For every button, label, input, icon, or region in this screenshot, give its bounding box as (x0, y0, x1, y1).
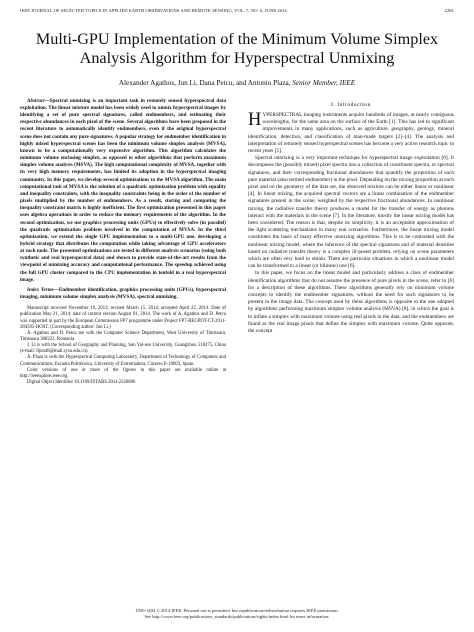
footnote-doi: Digital Object Identifier 10.1109/JSTARS.2014.2320896 (27, 380, 136, 386)
author-membership: Senior Member, IEEE (292, 78, 356, 87)
intro-paragraph-1-text: YPERSPECTRAL imaging instruments acquire hundreds of images, at nearly contiguous wavelengths, for the same area on the surface of the Earth [1]. This has led to significant improvements in many applications, such as agriculture, geography, geology, mineral identification, detection, and classification of man-made targets [2]–[4]. The analysis and interpretation of remotely sensed hyperspectral scenes has become a very active research topic in recent years [5]. (248, 112, 454, 155)
right-column (248, 98, 454, 386)
page-number: 2281 (444, 8, 454, 13)
copyright-line-1: 1939-1404 © 2014 IEEE. Personal use is permitted, but republication/redistribution requires IEEE permission. (135, 608, 339, 613)
index-terms-label: Index Terms (27, 286, 54, 293)
copyright-line-2: See http://www.ieee.org/publications_standards/publications/rights/index.html for more information. (144, 614, 330, 619)
left-column (20, 98, 226, 386)
two-column-body (20, 98, 454, 386)
intro-paragraph-1 (248, 112, 454, 155)
running-header (20, 8, 454, 16)
index-terms-text: —Endmember identification, graphics processing units (GPUs), hyperspectral imaging, minimum volume simplex analysis (MVSA), spectral unmixing. (20, 286, 226, 301)
footnote-received: Manuscript received November 19, 2013; revised March 15, 2014; accepted April 22, 2014. Date of publication May 21, 2014; date of current version August 01, 2014. The work of A. Agathos and D. Petcu was supported in part by the European Commission FP7 programme under Project FP7-REGPOT-CT-2011-284595-HOST. (Corresponding author: Jun Li.) (20, 306, 226, 330)
abstract-label: Abstract (27, 97, 45, 104)
footnote-color-versions: Color versions of one or more of the figures in this paper are available online at http://ieeexplore.ieee.org. (20, 367, 226, 379)
abstract (20, 98, 226, 284)
footnote-affiliation-1: A. Agathos and D. Petcu are with the Computer Science Department, West University of Timisoara, Timisoara 300223, Romania. (20, 330, 226, 342)
intro-paragraph-3: In this paper, we focus on the linear model and particularly address a class of endmember identification algorithms that do not assume the presence of pure pixels in the scene, refer to [6] for a description of these algorithms. These algorithms generally rely on minimum volume concepts to identify the endmember signatures, without the need for such signatures to be present in the image data. The concept used by these algorithms is opposite to the one adopted by algorithms performing maximum simplex volume analysis (MSVA) [8], in which the goal is to inflate a simplex with maximum volume using real pixels in the data, and the endmembers are found as the real image pixels that define the simplex with maximum volume. Quite opposite, the concept (248, 270, 454, 335)
author-names: Alexander Agathos, Jun Li, Dana Petcu, and Antonio Plaza, (118, 78, 291, 87)
abstract-text: —Spectral unmixing is an important task in remotely sensed hyperspectral data exploitation. The linear mixture model has been widely used to unmix hyperspectral images by identifying a set of pure spectral signatures, called endmembers, and estimating their respective abundances in each pixel of the scene. Several algorithms have been proposed in the recent literature to automatically identify endmembers, even if the original hyperspectral scene does not contain any pure signatures. A popular strategy for endmember identification in highly mixed hyperspectral scenes has been the minimum volume simplex analysis (MVSA), known to be a computationally very expensive algorithm. This algorithm calculates the minimum volume enclosing simplex, as opposed to other algorithms that perform maximum simplex volume analysis (MSVA). The high computational complexity of MVSA, together with its very high memory requirements, has limited its adoption in the hyperspectral imaging community. In this paper, we develop several optimizations to the MVSA algorithm. The main computational task of MVSA is the solution of a quadratic optimization problem with equality and inequality constraints, with the inequality constraints being in the order of the number of pixels multiplied by the number of endmembers. As a result, storing and computing the inequality constraint matrix is highly inefficient. The first optimization presented in this paper uses algebra operations in order to reduce the memory requirements of the algorithm. In the second optimization, we use graphics processing units (GPUs) to effectively solve (in parallel) the quadratic optimization problem involved in the computation of MVSA. In the third optimization, we extend the single GPU implementation to a multi-GPU one, developing a hybrid strategy that distributes the computation while taking advantage of GPU accelerators at each node. The presented optimizations are tested in different analysis scenarios (using both synthetic and real hyperspectral data) and shown to provide state-of-the-art results from the viewpoint of unmixing accuracy and computational performance. The speedup achieved using the full GPU cluster compared to the CPU implementation in tenfold in a real hyperspectral image. (20, 97, 226, 283)
index-terms (20, 287, 226, 301)
author-line (20, 79, 454, 87)
paper-title: Multi-GPU Implementation of the Minimum Volume Simplex Analysis Algorithm for Hyperspectral Unmixing (35, 30, 439, 67)
copyright-notice (20, 608, 454, 620)
intro-paragraph-2: Spectral unmixing is a very important technique for hyperspectral image exploitation [6]. It decomposes the (possibly mixed) pixel spectra into a collection of constituent spectra, or spectral signatures, and their corresponding fractional abundances that quantify the proportion of each pure material (also termed endmember) in the pixel. Depending on the mixing proportion at each pixel and on the geometry of the data set, the observed mixture can be either linear or nonlinear [4]. In linear mixing, the acquired spectral vectors are a linear combination of the endmember signatures present in the scene, weighted by the respective fractional abundances. In nonlinear mixing, the radiative transfer theory produces a model for the transfer of energy as photons interact with the materials in the scene [7]. In the literature, mostly the linear mixing model has been considered. The reason is that, despite its simplicity, it is an acceptable approximation of the light scattering mechanisms in many real scenarios. Furthermore, the linear mixing model constitutes the basis of many effective unmixing algorithms. This is to be contrasted with the nonlinear mixing model, where the inference of the spectral signatures and of material densities based on radiative transfer theory is a complex ill-posed problem, relying on scene parameters which are often very hard to obtain. There are particular situations in which a nonlinear model can be transformed to a linear (or bilinear) one [6]. (248, 155, 454, 270)
drop-cap: H (248, 110, 262, 130)
footnote-affiliation-3: A. Plaza is with the Hyperspectral Computing Laboratory, Department of Technology of Computers and Communications, Escuela Politécnica, University of Extremadura, Cáceres E-10003, Spain. (20, 355, 226, 367)
section-heading: I. Introduction (331, 101, 371, 108)
journal-name: IEEE JOURNAL OF SELECTED TOPICS IN APPLIED EARTH OBSERVATIONS AND REMOTE SENSING, VOL. 7, NO. 6, JUNE 2014 (20, 8, 287, 13)
footnote-affiliation-2: J. Li is with the School of Geography and Planning, Sun Yat-sen University, Guangzhou 510275, China (e-mail: lijun48@mail.sysu.edu.cn). (20, 343, 226, 355)
